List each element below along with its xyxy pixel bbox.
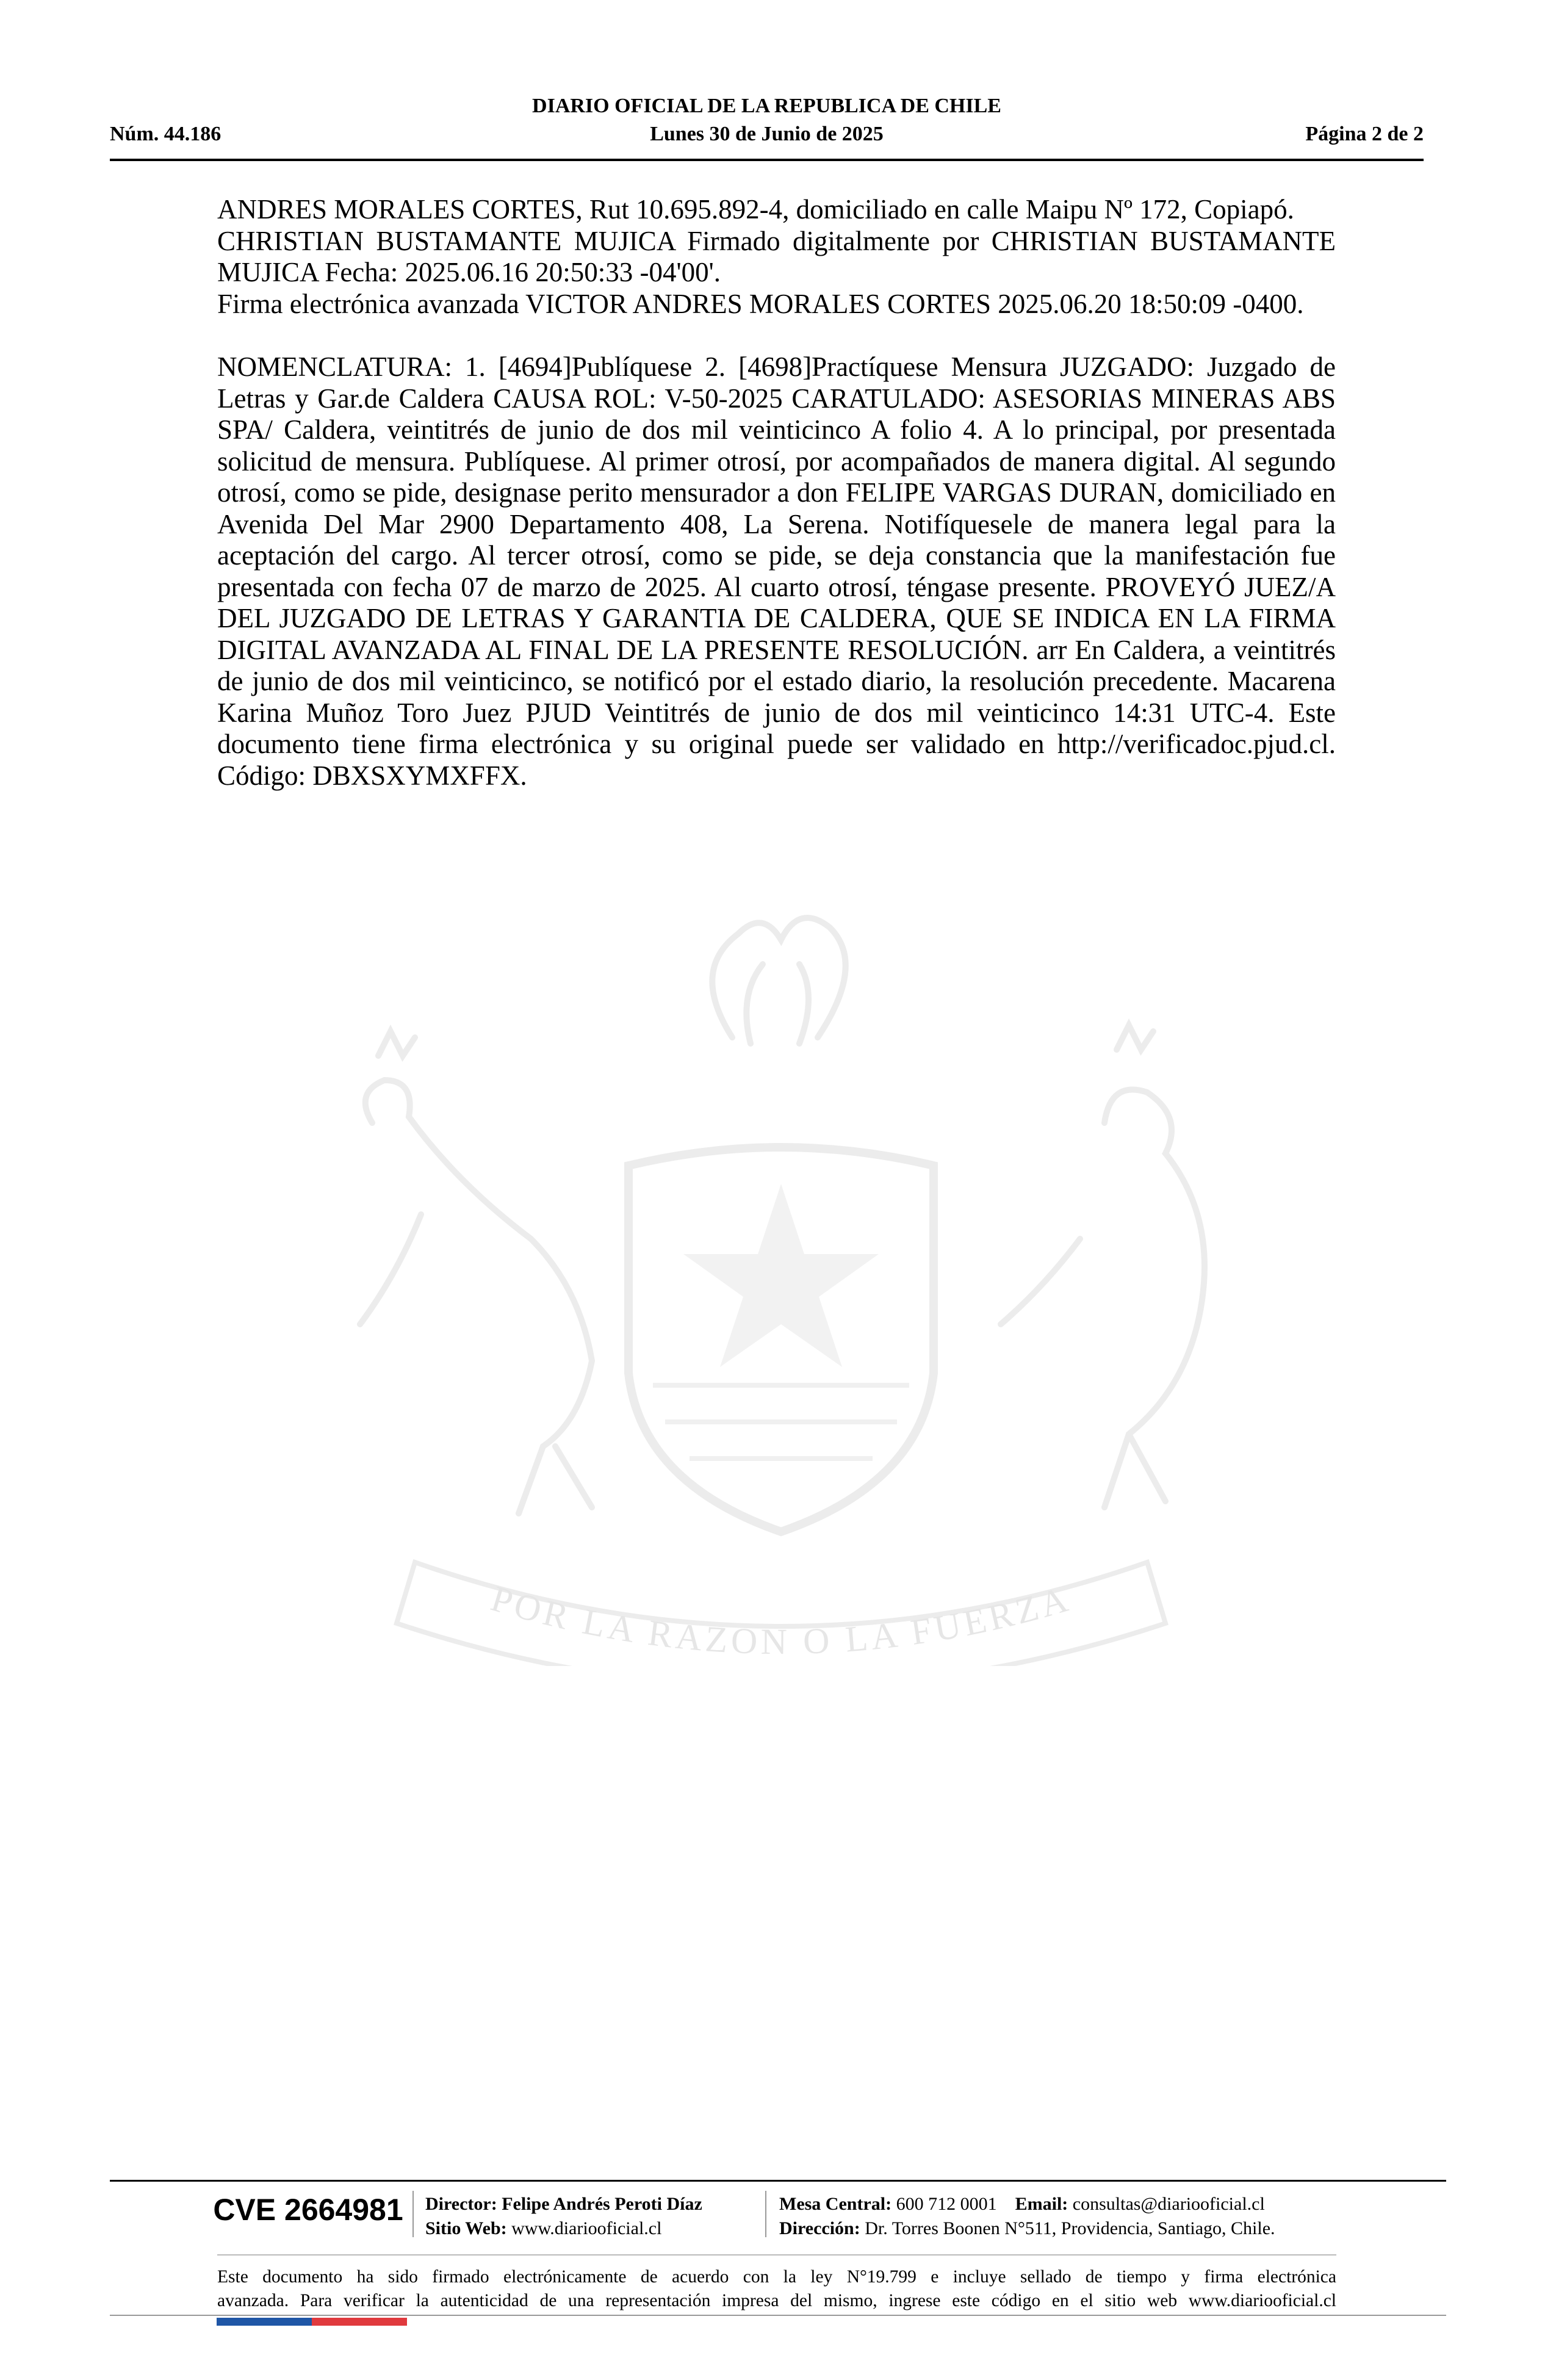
issue-number: Núm. 44.186 xyxy=(110,123,222,145)
phone-number: 600 712 0001 xyxy=(896,2194,997,2214)
paragraph-signature-2: Firma electrónica avanzada VICTOR ANDRES MORALES CORTES 2025.06.20 18:50:09 -0400. xyxy=(217,288,1304,319)
footer-separator xyxy=(765,2191,766,2237)
website-link[interactable]: www.diariooficial.cl xyxy=(511,2218,662,2238)
paragraph-party: ANDRES MORALES CORTES, Rut 10.695.892-4, domiciliado en calle Maipu Nº 172, Copiapó. xyxy=(217,194,1294,225)
cve-code: CVE 2664981 xyxy=(213,2193,403,2227)
footer-inner-divider xyxy=(217,2254,1336,2256)
footer-contact-block xyxy=(779,2192,1275,2241)
footer-director-block xyxy=(425,2192,702,2241)
flag-red-segment xyxy=(312,2318,407,2326)
paragraph-resolution: NOMENCLATURA: 1. [4694]Publíquese 2. [4698]Practíquese Mensura JUZGADO: Juzgado de Letras y Gar.de Caldera CAUSA ROL: V-50-2025 CARATULADO: ASESORIAS MINERAS ABS SPA/ Caldera, veintitrés de junio de dos mil veinticinco A folio 4. A lo principal, por presentada solicitud de mensura. Publíquese. Al primer otrosí, por acompañados de manera digital. Al segundo otrosí, como se pide, designase perito mensurador a don FELIPE VARGAS DURAN, domiciliado en Avenida Del Mar 2900 Departamento 408, La Serena. Notifíquesele de manera legal para la aceptación del cargo. Al tercer otrosí, como se pide, se deja constancia que la manifestación fue presentada con fecha 07 de marzo de 2025. Al cuarto otrosí, téngase presente. PROVEYÓ JUEZ/A DEL JUZGADO DE LETRAS Y GARANTIA DE CALDERA, QUE SE INDICA EN LA FIRMA DIGITAL AVANZADA AL FINAL DE LA PRESENTE RESOLUCIÓN. arr En Caldera, a veintitrés de junio de dos mil veinticinco, se notificó por el estado diario, la resolución precedente. Macarena Karina Muñoz Toro Juez PJUD Veintitrés de junio de dos mil veinticinco 14:31 UTC-4. Este documento tiene firma electrónica y su original puede ser validado en http://verificadoc.pjud.cl. Código: DBXSXYMXFFX. xyxy=(217,352,1336,791)
watermark-motto: POR LA RAZON O LA FUERZA xyxy=(486,1578,1076,1662)
chile-coat-of-arms-icon xyxy=(214,897,1349,1666)
contact-line: Mesa Central: 600 712 0001 Email: consultas@diariooficial.cl xyxy=(779,2194,1265,2214)
website-line: Sitio Web: www.diariooficial.cl xyxy=(425,2218,662,2238)
paragraph-signature-1: CHRISTIAN BUSTAMANTE MUJICA Firmado digitalmente por CHRISTIAN BUSTAMANTE MUJICA Fecha: 2025.06.16 20:50:33 -04'00'. xyxy=(217,225,1336,287)
legal-notice xyxy=(217,2265,1336,2313)
email-link[interactable]: consultas@diariooficial.cl xyxy=(1072,2194,1265,2214)
footer-divider xyxy=(110,2180,1446,2182)
legal-line-1: Este documento ha sido firmado electrónicamente de acuerdo con la ley N°19.799 e incluye sellado de tiempo y firma electrónica xyxy=(217,2267,1336,2287)
page-header xyxy=(110,95,1424,161)
publication-title: DIARIO OFICIAL DE LA REPUBLICA DE CHILE xyxy=(532,95,1001,117)
director-line: Director: Felipe Andrés Peroti Díaz xyxy=(425,2194,702,2214)
flag-stripe xyxy=(217,2318,407,2326)
director-name: Felipe Andrés Peroti Díaz xyxy=(502,2194,702,2214)
flag-blue-segment xyxy=(217,2318,312,2326)
address-value: Dr. Torres Boonen N°511, Providencia, Santiago, Chile. xyxy=(865,2218,1275,2238)
page-indicator: Página 2 de 2 xyxy=(1305,123,1424,145)
legal-line-2: avanzada. Para verificar la autenticidad de una representación impresa del mismo, ingrese este código en el sitio web www.diariooficial.cl xyxy=(217,2291,1336,2310)
document-body xyxy=(217,194,1336,792)
address-line: Dirección: Dr. Torres Boonen N°511, Providencia, Santiago, Chile. xyxy=(779,2218,1275,2238)
footer-bottom-rule xyxy=(110,2315,1446,2316)
footer-separator xyxy=(412,2191,414,2237)
issue-date: Lunes 30 de Junio de 2025 xyxy=(650,123,884,145)
